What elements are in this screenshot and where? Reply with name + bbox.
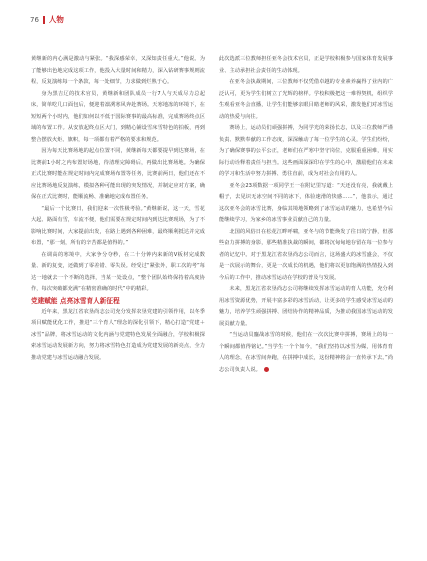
paragraph: 赛场上，运动员们顽强拼搏，为同学光的荣扬长志，以及三位教师严谨负责、默默奉献的工作态度，深深触动了每一位学生的心灵，学生们纷纷，为了确保赛事的公平公正，老师们在严寒中坚守岗位，克服重重困难，用实际行动诠释着责任与担当。这些画面深深印在学生的心中，激励他们在未来的学习和生活中努力拼搏、勇往直前，成为对社会有用的人。: [219, 125, 393, 177]
paragraph: 亚冬会23项数据一项同学王一在附记里写道：“天还没有亮，我就戴上帽子，去见识无冰空间不同的冰下，体验速滑的快感……”，他表示，通过这次亚冬会的冰雪比赛，身临其境地领略到了冰雪运动的魅力，也希望今后能继续学习，为家乡的冰雪事业贡献自己的力量。: [219, 182, 393, 223]
left-column: [31, 54, 205, 364]
paragraph: 此次选派三位教师担任亚冬会技术官员，正是学校积极参与国家体育发展事业、主动承担社会责任的生动体现。: [219, 56, 393, 74]
paragraph-last: [219, 330, 393, 376]
paragraph: 因为每天比赛场地的起点位置不同，黄继新每天都要提早到达赛场，在比赛前1小时之内布置好场地，待清理完障碍后，再做出比赛场地。为确保正式比赛时能在规定时间内完成赛场布置等任务，比赛前两日，他们还在不应比赛场地反复演练，模拟各种可能出现的突发情况，并制定应对方案，确保在正式比赛时，能顺流畅、准确地完成布置任务。: [31, 148, 205, 200]
section-title: 人物: [48, 15, 64, 24]
paragraph: 未来，黑龙江省农垦尚志公司将继续发挥冰雪运动的育人功能，充分利用冰雪资源优势，开展丰富多彩的冰雪活动，让更多的学生感受冰雪运动的魅力，培养学生顽强拼搏、团结协作的精神品质，为推动我国冰雪运动的发展贡献力量。: [219, 286, 393, 327]
paragraph-text: “当运动员鏖战冰雪的时候，他们在一次次比赛中拼搏，赛场上的每一个瞬间都值得铭记。”当学生一个个如今，“我们坚持以冰雪为媒，用体育育人的理念，在冰雪间奔跑，在拼搏中成长，这份精神将会一直传承下去。”尚志公司负责人说。: [219, 332, 393, 373]
paragraph: 身为黑吉辽的技术官员，黄继新和团队成员一行7人与天成尽力总起床，简单吃几口面包后，便迎着凛冽寒风奔赴赛场。天寒地冻的环境下，在短短两个小时内，他们如何以不低于国际赛事的最高标准，完成赛场终点区域的布置工作。从安放起终点区大门，到精心铺设雪床雪特色的拍板，再到整合摆放火炬、旗帜，每一项都有着严格的要求和规范。: [31, 90, 205, 143]
subheading: 党建赋能 点亮冰雪育人新征程: [31, 296, 120, 305]
paragraph: 黄继新的内心满是激动与紧张。“我深感荣幸，又深知责任重大。”他说。为了能够出色地完成这项工作，他投入大量时间和精力，深入钻研赛事规则流程，反复演练每一个条款，每一处细节，力求做到烂熟于心。: [31, 56, 205, 85]
paragraph: 北国的风俗日在松花江畔呼啸，亚冬与的节能焕发了往日的宁静，但那些奋力拼搏的身影，那些精准执裁的瞬间，都将沉甸甸地存留在每一位参与者的记忆中。对于黑龙江省农垦尚志公司而言，这场盛大的冰雪盛会，不仅是一次展示的舞台，更是一次成长的机遇，他们将以更加饱满的热情投入到今后的工作中，推动冰雪运动在学校的普及与发展。: [219, 228, 393, 281]
end-mark-icon: [264, 367, 269, 372]
paragraph: “最后一个比赛日，我们迎来一次性极考验。”黄继新说，这一天，雪花大起、路面有雪，车流不便，他们需要在规定时间内到达比赛现场，为了不影响比赛时间，大家提前出发，在路上遇到各种困难，最终顺利抵达并完成布置，“那一刻，所有的辛苦都是值得的。”: [31, 205, 205, 246]
paragraph: 在亚冬会执裁期间，三位教师不仅凭借卓越的专业素养赢得了业内的广泛认可，更为学生们树立了光辉的榜样。学校积极把这一难得契机，组织学生观看亚冬会直播，让学生们能够亲眼目睹老师的风采，激发他们对冰雪运动的热爱与向往。: [219, 79, 393, 120]
paragraph: 在调高的寒境中，大家争分夺秒，在二十分钟内来新的V板材完成数量、新的复变，还做到了零差错、零失误。经受过“紧张外，职工次的考”每达一地就去一个不断的选择，当某一处设点，“整个团队始终保持着高度协作，每次突破都充满“在精密准确的时代”中的精彩。: [31, 251, 205, 292]
page-header: [30, 14, 64, 25]
paragraph: 近年来，黑龙江省农垦尚志公司充分发挥农垦党建的引领作用，以冬季项目赋能优化工作，推进“三个育人”理念的深化引领下，精心打造“党建＋冰雪”品牌，将冰雪运动的文化内涵与党建特色发展全面融合，学校积极探索冰雪运动发展新方向，努力将冰雪特色打造成为党建发展的新亮点，全力推动党建与冰雪运动融合发展。: [31, 308, 205, 361]
section-marker: [43, 16, 45, 24]
right-column: [219, 54, 393, 376]
page-number: 76: [30, 15, 39, 24]
